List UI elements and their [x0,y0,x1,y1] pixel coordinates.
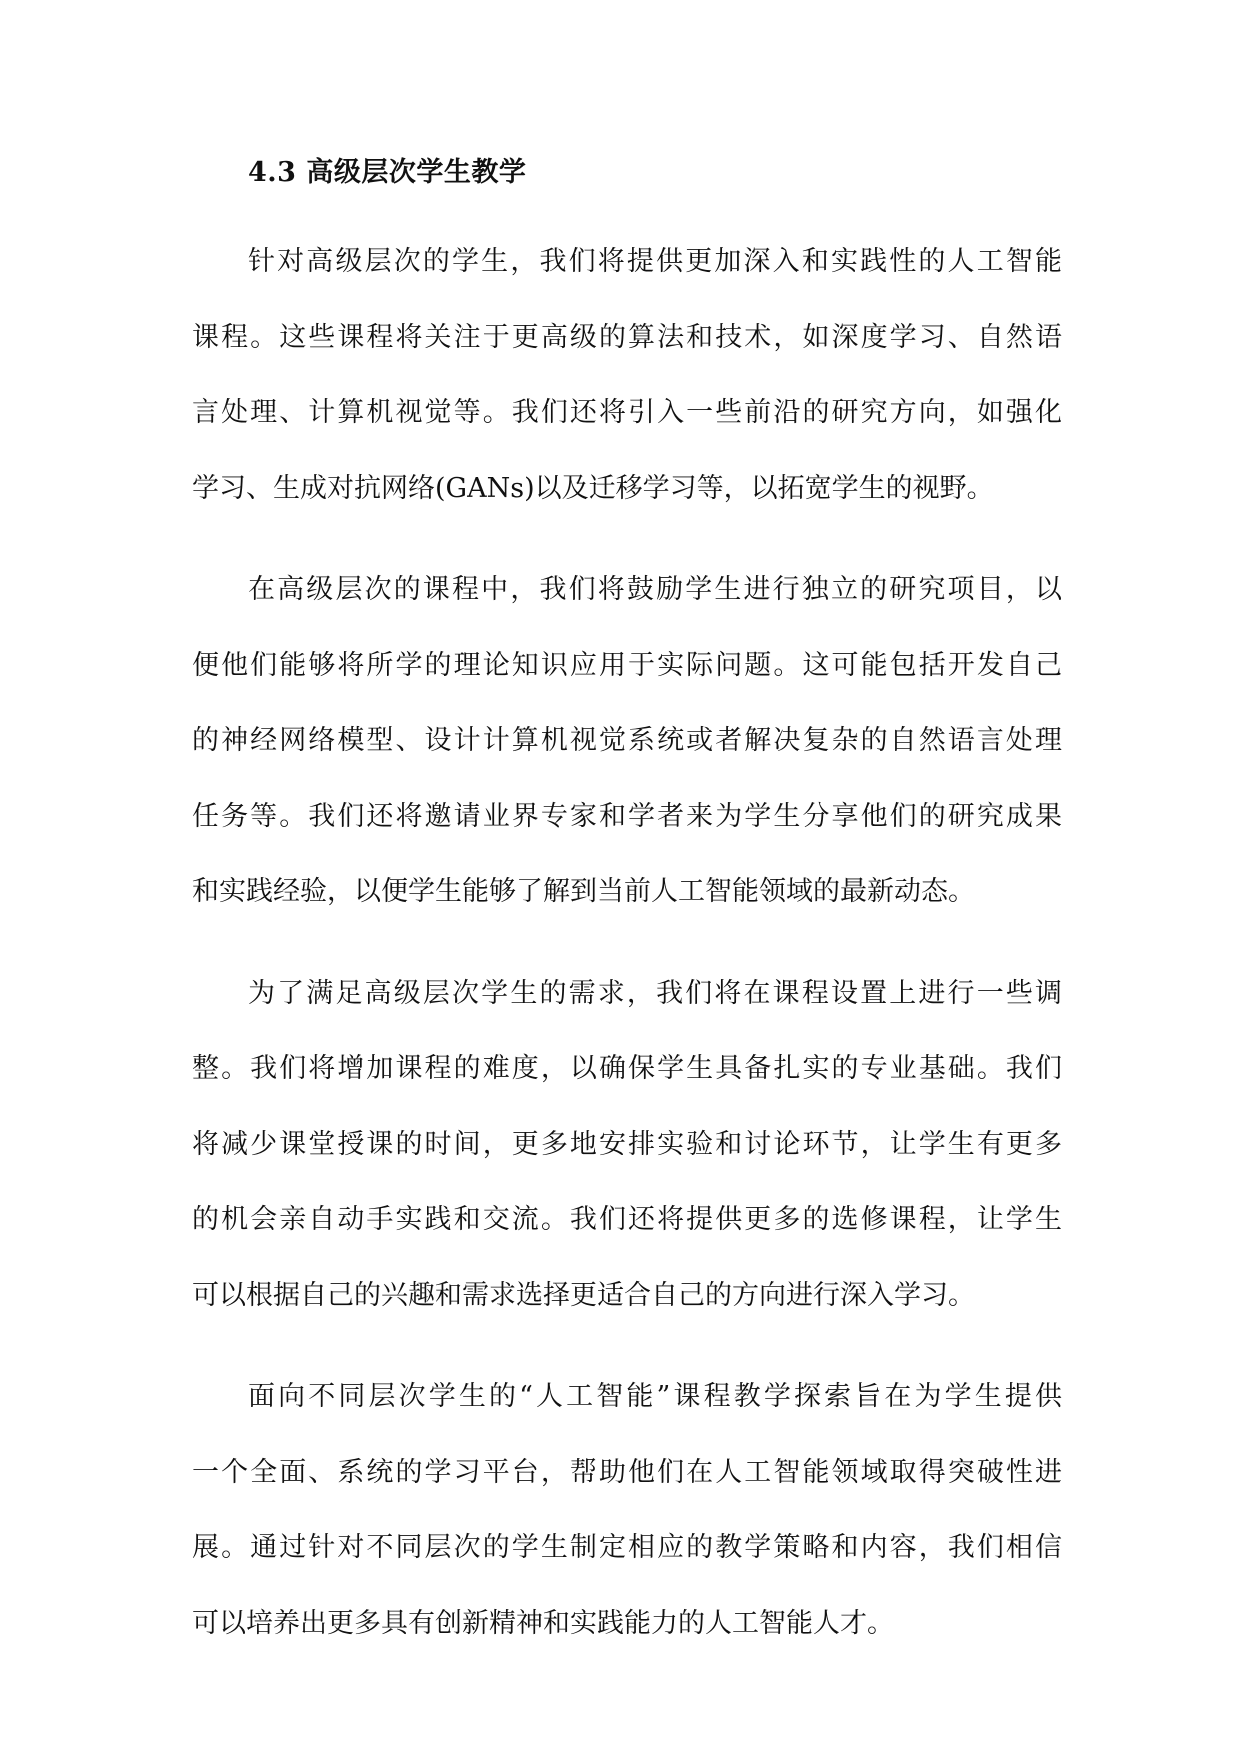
paragraph-1 [192,224,1062,526]
paragraph-3 [192,956,1062,1334]
paragraph-line: 可以根据自己的兴趣和需求选择更适合自己的方向进行深入学习。 [192,1279,975,1311]
paragraph-line: 和实践经验，以便学生能够了解到当前人工智能领域的最新动态。 [192,876,975,907]
paragraph-4 [192,1359,1062,1661]
paragraph-line: 任务等。我们还将邀请业界专家和学者来为学生分享他们的研究成果 [192,800,1062,832]
paragraph-line: 针对高级层次的学生，我们将提供更加深入和实践性的人工智能 [248,246,1062,277]
paragraph-line: 学习、生成对抗网络(GANs)以及迁移学习等，以拓宽学生的视野。 [192,472,994,504]
paragraph-line: 的神经网络模型、设计计算机视觉系统或者解决复杂的自然语言处理 [192,725,1062,756]
paragraph-line: 课程。这些课程将关注于更高级的算法和技术，如深度学习、自然语 [192,321,1062,353]
paragraph-line: 在高级层次的课程中，我们将鼓励学生进行独立的研究项目，以 [248,574,1062,605]
paragraph-line: 面向不同层次学生的“人工智能”课程教学探索旨在为学生提供 [248,1381,1062,1412]
paragraph-line: 为了满足高级层次学生的需求，我们将在课程设置上进行一些调 [248,977,1062,1009]
paragraph-line: 言处理、计算机视觉等。我们还将引入一些前沿的研究方向，如强化 [192,397,1062,428]
paragraph-line: 可以培养出更多具有创新精神和实践能力的人工智能人才。 [192,1607,894,1639]
document-body [192,148,1062,1661]
paragraph-2 [192,552,1062,930]
section-heading: 4.3 高级层次学生教学 [248,157,527,188]
paragraph-line: 便他们能够将所学的理论知识应用于实际问题。这可能包括开发自己 [192,649,1062,681]
paragraph-line: 展。通过针对不同层次的学生制定相应的教学策略和内容，我们相信 [192,1532,1062,1563]
paragraph-line: 整。我们将增加课程的难度，以确保学生具备扎实的专业基础。我们 [192,1053,1062,1084]
paragraph-line: 的机会亲自动手实践和交流。我们还将提供更多的选修课程，让学生 [192,1204,1062,1235]
paragraph-line: 一个全面、系统的学习平台，帮助他们在人工智能领域取得突破性进 [192,1456,1062,1488]
paragraph-line: 将减少课堂授课的时间，更多地安排实验和讨论环节，让学生有更多 [192,1128,1062,1160]
